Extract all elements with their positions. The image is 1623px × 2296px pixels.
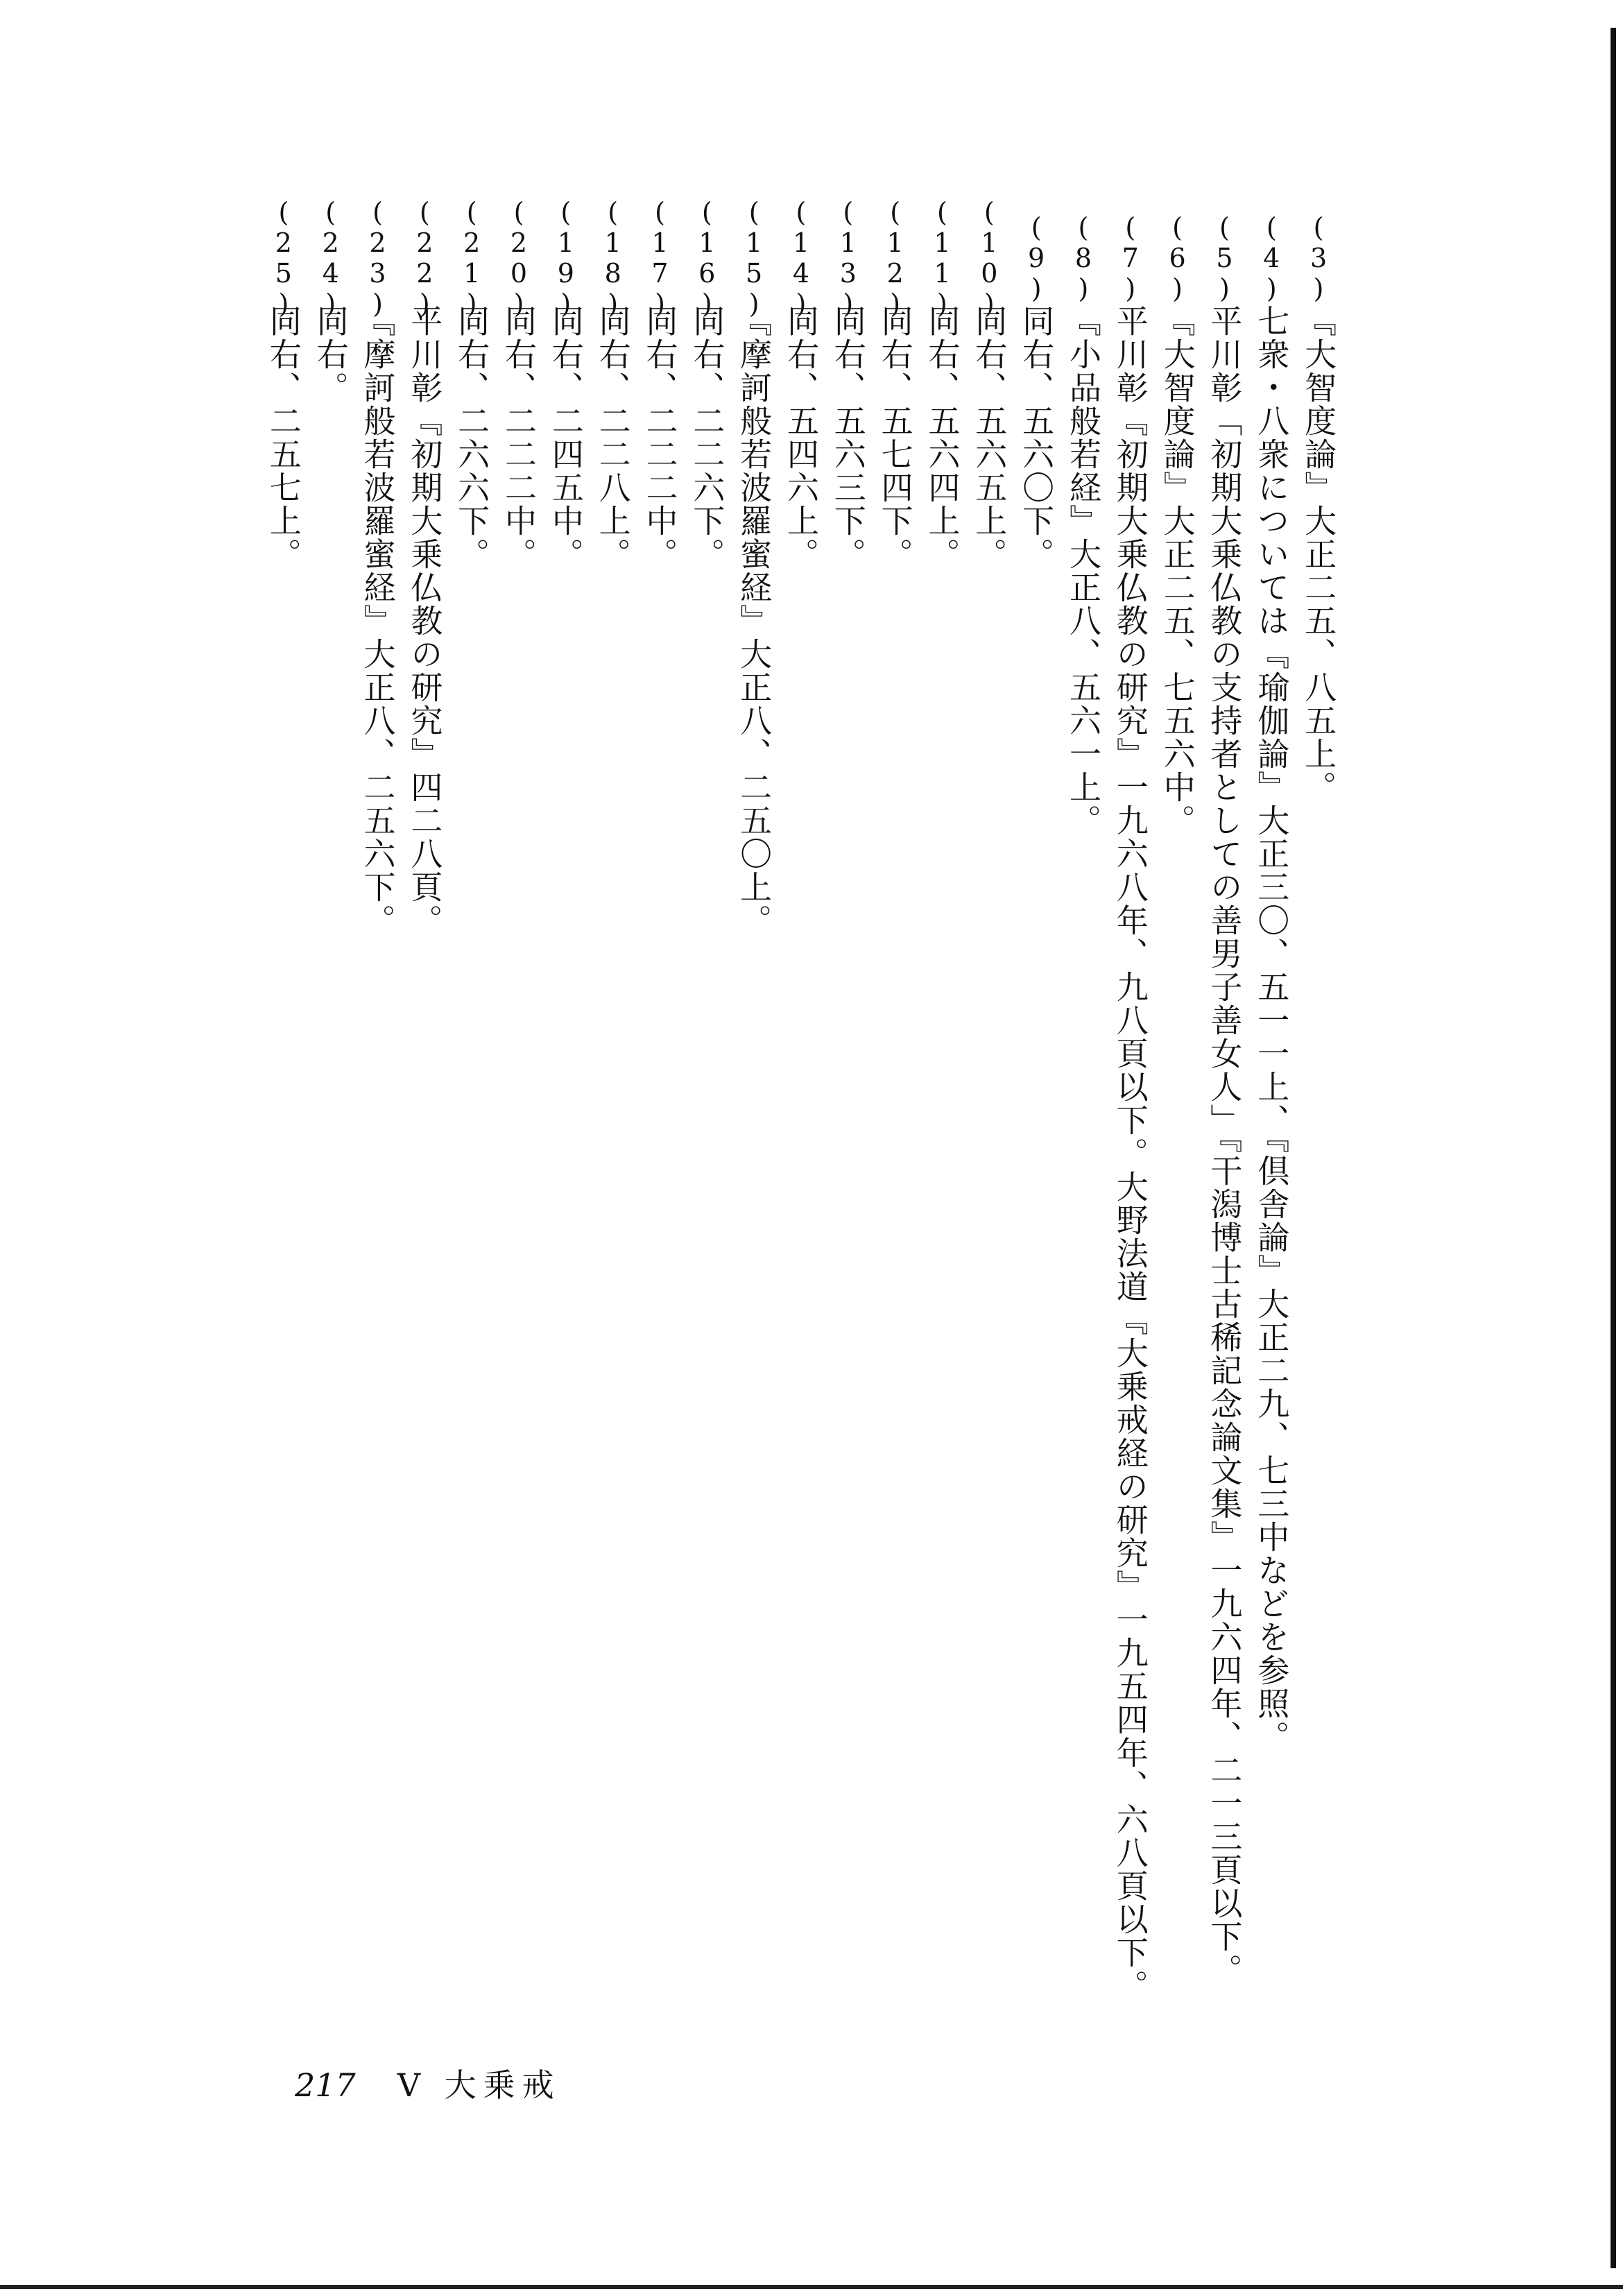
scan-bottom-edge bbox=[0, 2285, 1623, 2289]
note-text: 同右、五六四上。 bbox=[923, 305, 961, 571]
note-text: 同右、二六六下。 bbox=[453, 305, 491, 571]
note-21 bbox=[448, 197, 495, 2071]
note-13 bbox=[825, 197, 872, 2071]
note-number: (5) bbox=[1209, 212, 1240, 304]
note-number: (11) bbox=[927, 197, 958, 319]
note-text: 同右。 bbox=[311, 305, 350, 404]
note-text: 同右、二二六下。 bbox=[688, 305, 726, 571]
note-text: 同右、二二二中。 bbox=[641, 305, 679, 571]
note-8 bbox=[1060, 212, 1107, 2071]
note-number: (22) bbox=[409, 197, 440, 319]
note-text: 同右、五六五上。 bbox=[970, 305, 1008, 571]
note-number: (24) bbox=[315, 197, 346, 319]
note-text: 同右、五四六上。 bbox=[782, 305, 820, 571]
note-22 bbox=[401, 197, 448, 2071]
note-number: (15) bbox=[739, 197, 770, 319]
note-number: (23) bbox=[362, 197, 393, 319]
note-text: 平川彰『初期大乗仏教の研究』一九六八年、九八頁以下。大野法道『大乗戒経の研究』一九五四年、六八頁以下。 bbox=[1111, 305, 1149, 2003]
note-14 bbox=[778, 197, 825, 2071]
note-text: 『大智度論』大正二五、七五六中。 bbox=[1158, 305, 1196, 837]
note-text: 七衆・八衆については『瑜伽論』大正三〇、五一一上、『倶舎論』大正二九、七三中などを参照。 bbox=[1253, 305, 1291, 1754]
page-footer bbox=[295, 2060, 561, 2106]
note-20 bbox=[495, 197, 542, 2071]
endnotes-list bbox=[260, 197, 1342, 2071]
note-15 bbox=[730, 197, 778, 2071]
note-number: (8) bbox=[1067, 212, 1099, 304]
note-text: 平川彰『初期大乗仏教の研究』四二八頁。 bbox=[406, 305, 444, 937]
note-number: (10) bbox=[974, 197, 1005, 319]
note-number: (3) bbox=[1303, 212, 1334, 304]
note-text: 『摩訶般若波羅蜜経』大正八、二五六下。 bbox=[359, 305, 397, 937]
note-25 bbox=[260, 197, 307, 2071]
note-text: 同右、二五七上。 bbox=[264, 305, 302, 571]
note-number: (19) bbox=[550, 197, 581, 319]
note-number: (13) bbox=[832, 197, 864, 319]
note-24 bbox=[307, 197, 354, 2071]
note-number: (18) bbox=[597, 197, 628, 319]
note-number: (7) bbox=[1115, 212, 1146, 304]
note-number: (17) bbox=[644, 197, 676, 319]
note-16 bbox=[683, 197, 730, 2071]
note-6 bbox=[1154, 212, 1201, 2071]
note-23 bbox=[354, 197, 402, 2071]
note-text: 同右、五七四下。 bbox=[876, 305, 914, 571]
note-3 bbox=[1295, 212, 1342, 2071]
note-text: 『摩訶般若波羅蜜経』大正八、二五〇上。 bbox=[735, 305, 773, 937]
note-number: (4) bbox=[1256, 212, 1287, 304]
note-number: (12) bbox=[879, 197, 911, 319]
note-number: (9) bbox=[1021, 212, 1052, 304]
note-9 bbox=[1013, 212, 1060, 2071]
note-number: (6) bbox=[1162, 212, 1193, 304]
note-text: 同右、五六三下。 bbox=[829, 305, 867, 571]
note-text: 平川彰「初期大乗仏教の支持者としての善男子善女人」『干潟博士古稀記念論文集』一九六四年、二一三頁以下。 bbox=[1205, 305, 1244, 1987]
note-10 bbox=[965, 197, 1013, 2071]
note-text: 同右、二四五中。 bbox=[547, 305, 585, 571]
note-text: 同右、五六〇下。 bbox=[1017, 305, 1056, 571]
chapter-title: V 大乗戒 bbox=[397, 2066, 561, 2104]
note-number: (16) bbox=[692, 197, 723, 319]
note-number: (25) bbox=[268, 197, 299, 319]
note-text: 『大智度論』大正二五、八五上。 bbox=[1300, 305, 1338, 804]
note-text: 『小品般若経』大正八、五六一上。 bbox=[1064, 305, 1102, 837]
note-4 bbox=[1248, 212, 1295, 2071]
note-19 bbox=[542, 197, 590, 2071]
page-number: 217 bbox=[295, 2066, 356, 2104]
note-text: 同右、二二二中。 bbox=[500, 305, 538, 571]
note-text: 同右、二二八上。 bbox=[594, 305, 632, 571]
note-5 bbox=[1201, 212, 1248, 2071]
note-7 bbox=[1107, 212, 1154, 2071]
note-number: (20) bbox=[504, 197, 534, 319]
note-18 bbox=[590, 197, 637, 2071]
page-edge-line bbox=[1611, 28, 1616, 2268]
note-number: (21) bbox=[456, 197, 488, 319]
note-12 bbox=[872, 197, 919, 2071]
note-11 bbox=[919, 197, 966, 2071]
note-17 bbox=[637, 197, 684, 2071]
note-number: (14) bbox=[785, 197, 816, 319]
